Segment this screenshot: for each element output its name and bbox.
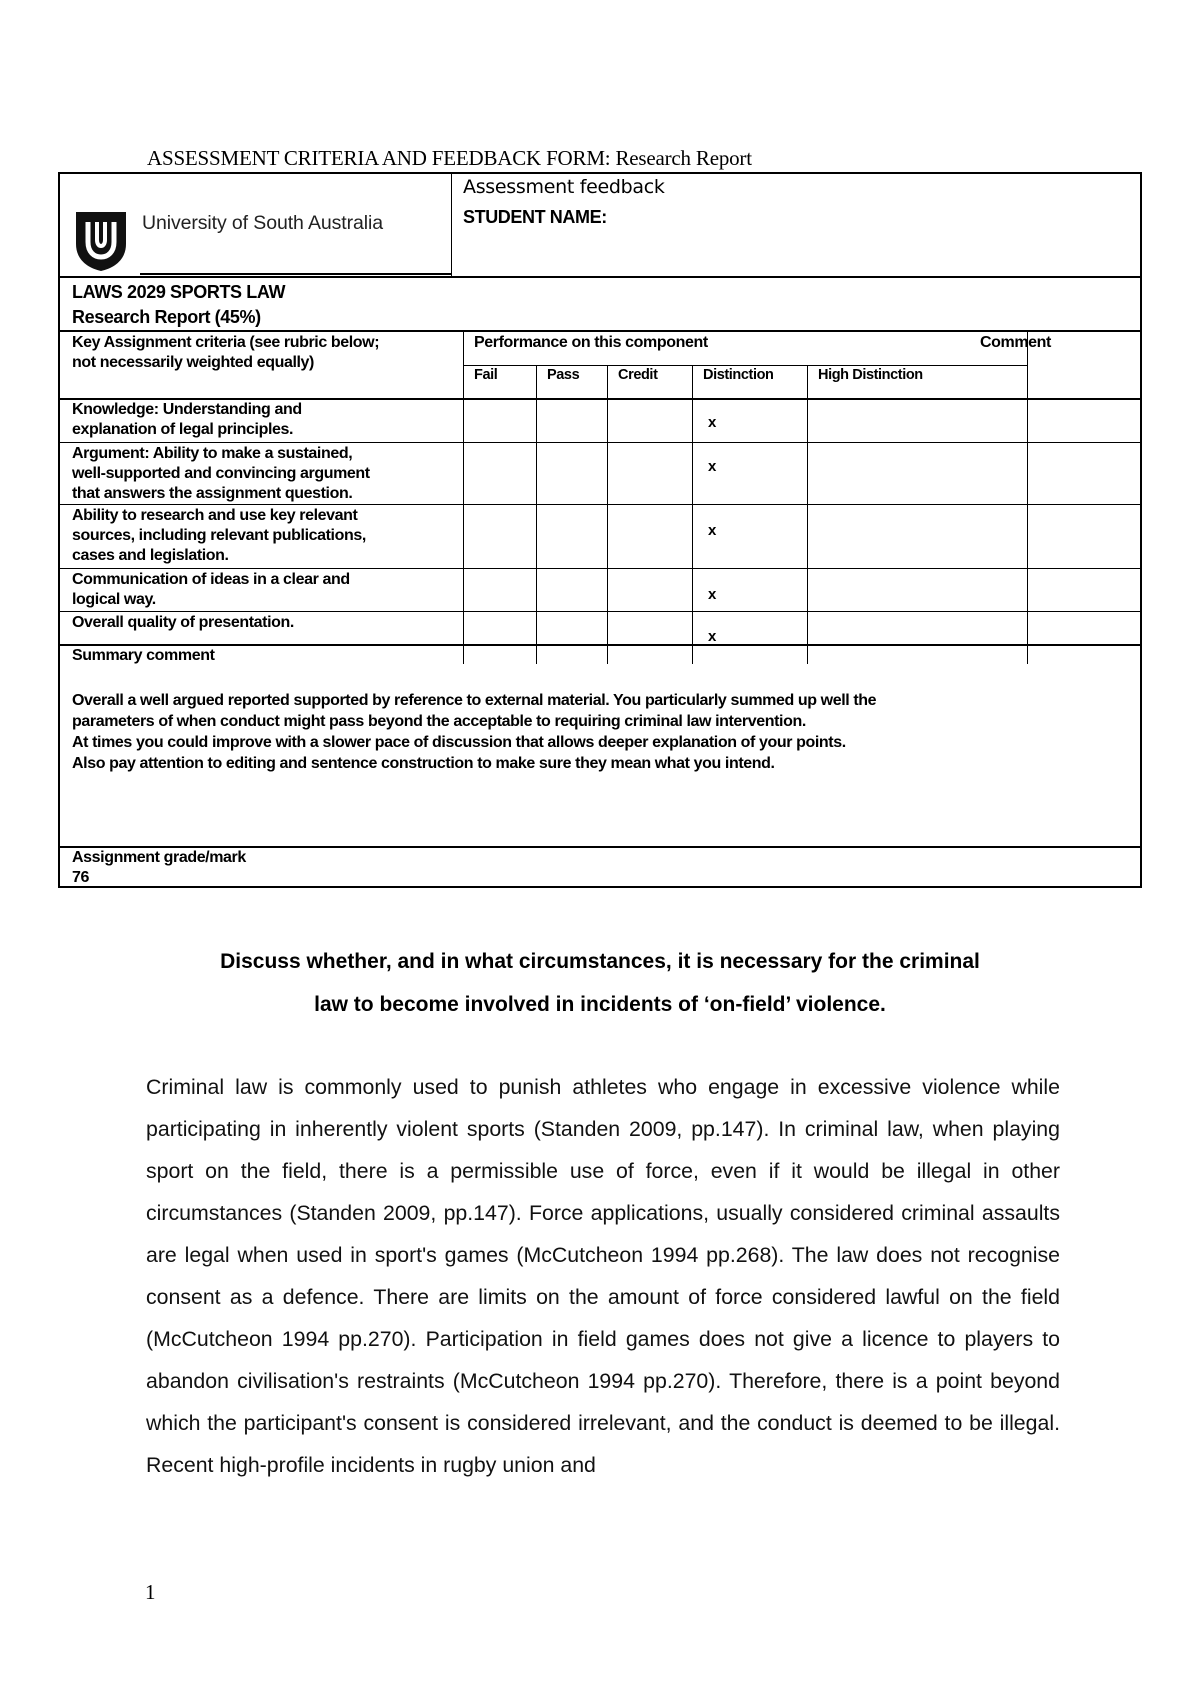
criterion-argument xyxy=(72,444,370,504)
header-divider xyxy=(451,174,452,276)
criterion-line: Knowledge: Understanding and xyxy=(72,401,302,418)
grade-block xyxy=(72,848,246,888)
criterion-knowledge xyxy=(72,400,302,440)
criterion-line: well-supported and convincing argument xyxy=(72,465,370,482)
summary-line: Overall a well argued reported supported by reference to external material. You particularly summed up well the xyxy=(72,692,877,709)
row-border xyxy=(60,442,1140,443)
row-border xyxy=(60,611,1140,612)
criterion-presentation: Overall quality of presentation. xyxy=(72,614,294,631)
essay-paragraph: Criminal law is commonly used to punish athletes who engage in excessive violence while participating in inherently violent sports (Standen 2009, pp.147). In criminal law, when playing sport on the field, there is a permissible use of force, even if it would be illegal in other circumstances (Standen 2009, pp.147). Force applications, usually considered criminal assaults are legal when used in sport's games (McCutcheon 1994 pp.268). The law does not recognise consent as a defence. There are limits on the amount of force considered lawful on the field (McCutcheon 1994 pp.270). Participation in field games does not give a licence to players to abandon civilisation's restraints (McCutcheon 1994 pp.270). Therefore, there is a point beyond which the participant's consent is considered irrelevant, and the conduct is deemed to be illegal. Recent high-profile incidents in rugby union and xyxy=(146,1075,1060,1477)
course-code: LAWS 2029 SPORTS LAW xyxy=(72,282,286,302)
criterion-line: Argument: Ability to make a sustained, xyxy=(72,445,353,462)
criteria-bottom-border xyxy=(60,644,1140,646)
distinction-mark: x xyxy=(708,628,717,645)
student-name-label: STUDENT NAME: xyxy=(463,207,607,227)
essay-question xyxy=(0,940,1200,1026)
distinction-mark: x xyxy=(708,586,717,603)
feedback-form-table xyxy=(58,172,1142,888)
grid-line xyxy=(607,365,608,664)
grid-line xyxy=(692,365,693,664)
assessment-feedback-label: Assessment feedback xyxy=(463,176,665,198)
grid-line xyxy=(536,365,537,664)
grade-distinction: Distinction xyxy=(703,367,774,383)
grid-line xyxy=(463,330,464,664)
distinction-mark: x xyxy=(708,522,717,539)
header-bottom-border xyxy=(60,276,1140,278)
summary-line: At times you could improve with a slower pace of discussion that allows deeper explanation of your points. xyxy=(72,734,846,751)
university-name: University of South Australia xyxy=(142,212,383,234)
course-info xyxy=(72,280,285,330)
criterion-line: Ability to research and use key relevant xyxy=(72,507,358,524)
grade-label: Assignment grade/mark xyxy=(72,849,246,866)
criterion-line: logical way. xyxy=(72,591,156,608)
summary-comment xyxy=(72,690,876,774)
distinction-mark: x xyxy=(708,458,717,475)
criterion-line: sources, including relevant publications, xyxy=(72,527,366,544)
row-border xyxy=(60,568,1140,569)
criterion-line: cases and legislation. xyxy=(72,547,229,564)
grid-line xyxy=(1027,330,1028,664)
page-number: 1 xyxy=(145,1580,156,1604)
question-line: law to become involved in incidents of ‘on-field’ violence. xyxy=(314,993,886,1016)
summary-line: parameters of when conduct might pass beyond the acceptable to requiring criminal law intervention. xyxy=(72,713,806,730)
unisa-shield-icon xyxy=(74,210,128,272)
criterion-line: Communication of ideas in a clear and xyxy=(72,571,350,588)
logo-divider xyxy=(140,273,451,275)
row-border xyxy=(60,504,1140,505)
criteria-header xyxy=(72,333,379,373)
question-line: Discuss whether, and in what circumstances, it is necessary for the criminal xyxy=(220,950,980,973)
form-title: ASSESSMENT CRITERIA AND FEEDBACK FORM: Research Report xyxy=(147,146,752,170)
logo-block xyxy=(60,174,451,276)
course-bottom-border xyxy=(60,330,1140,332)
criterion-research xyxy=(72,506,366,566)
grade-value: 76 xyxy=(72,869,89,886)
criterion-line: explanation of legal principles. xyxy=(72,421,294,438)
criteria-header-line: Key Assignment criteria (see rubric below; xyxy=(72,334,380,351)
performance-subheader-border xyxy=(463,365,1027,366)
grade-pass: Pass xyxy=(547,367,580,383)
grade-credit: Credit xyxy=(618,367,658,383)
criterion-communication xyxy=(72,570,350,610)
summary-line: Also pay attention to editing and sentence construction to make sure they mean what you intend. xyxy=(72,755,775,772)
distinction-mark: x xyxy=(708,414,717,431)
criteria-header-line: not necessarily weighted equally) xyxy=(72,354,314,371)
comment-header: Comment xyxy=(980,334,1051,351)
performance-header: Performance on this component xyxy=(474,334,708,351)
course-assessment: Research Report (45%) xyxy=(72,307,261,327)
grade-fail: Fail xyxy=(474,367,498,383)
criterion-line: that answers the assignment question. xyxy=(72,485,353,502)
grade-high-distinction: High Distinction xyxy=(818,367,923,383)
grid-line xyxy=(807,365,808,664)
summary-label: Summary comment xyxy=(72,647,215,664)
